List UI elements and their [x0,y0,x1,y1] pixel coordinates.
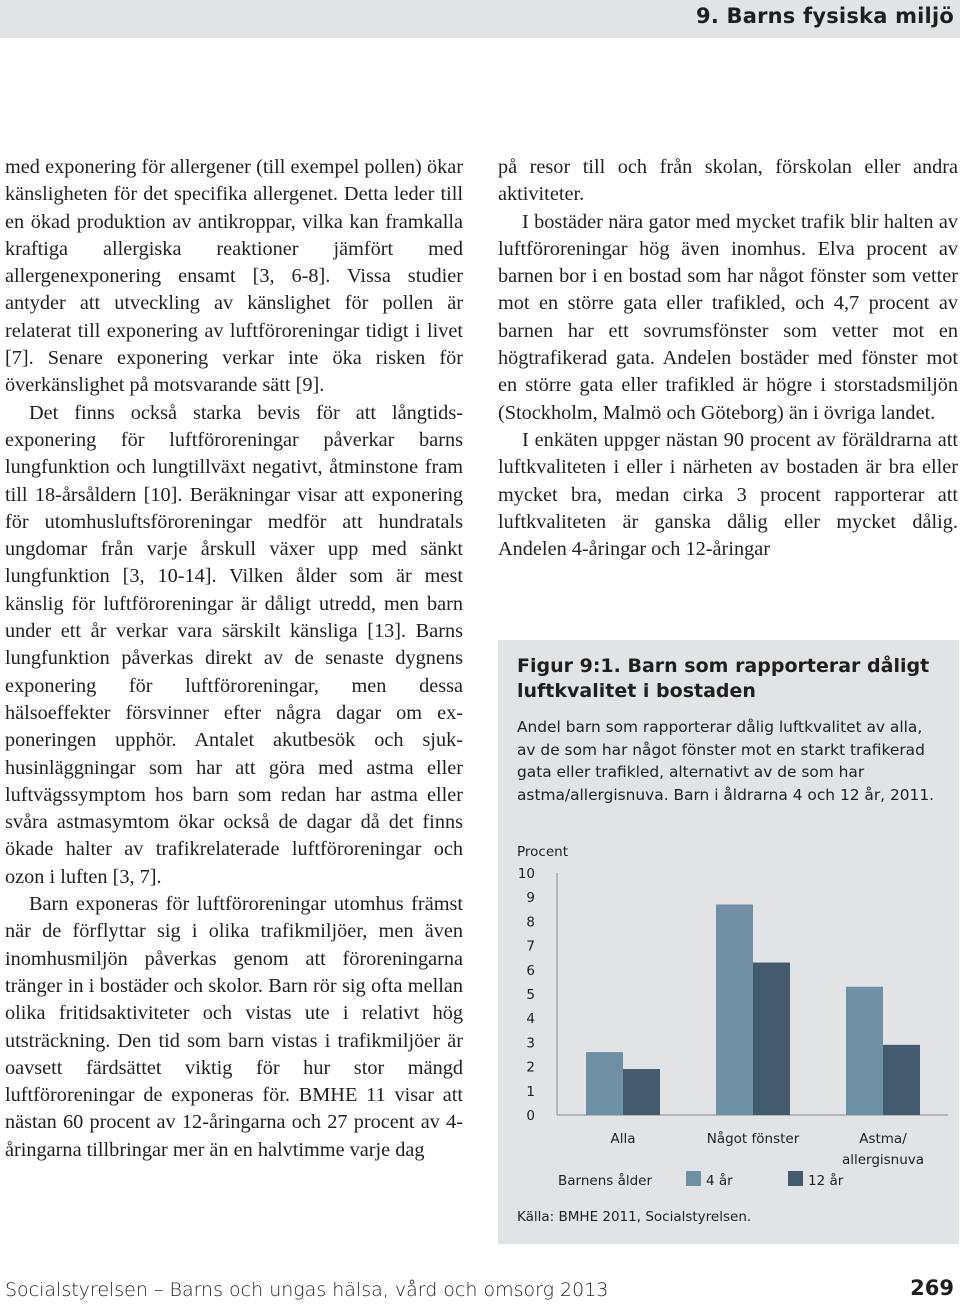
paragraph: Barn exponeras för luftföroreningar utomhus främst när de förflyttar sig i olika trafikmiljöer, men även inomhusmiljön påverkas genom att föroreningarna tränger in i bostäder och skolor. Barn rör sig ofta mellan olika fritidsaktiviteter och vistas ute i relativt hög utsträckning. Den tid som barn vistas i trafikmiljöer är oavsett färdsättet viktig för hur stor mängd luftföroreningar de exponeras för. BMHE 11 visar att nästan 60 procent av 12-åringarna och 27 procent av 4-åringarna tillbringar mer än en halvtimme varje dag [5,893,463,1161]
page-number: 269 [910,1276,954,1300]
y-axis-label: Procent [517,844,568,860]
legend-label: 12 år [808,1173,844,1189]
left-text-column [5,154,463,1164]
y-tick-label: 4 [526,1011,535,1028]
bar-4-år [586,1052,623,1115]
y-tick-label: 10 [517,866,535,882]
bar-12-år [883,1045,920,1115]
bar-12-år [753,963,790,1115]
paragraph: Det finns också starka bevis för att långtidsexponering för luftföroreningar påverkar barns lungfunktion och lungtillväxt negativt, åtminstone fram till 18-årsåldern [10]. Beräkningar visar att exponering för utomhusluftsföroreningar medför att hundratals ungdomar från varje årskull växer upp med sänkt lungfunktion [3, 10-14]. Vilken ålder som är mest känslig för luftföroreningar är dåligt utredd, men barn under ett år verkar vara särskilt känsliga [13]. Barns lungfunktion påverkas direkt av de senaste dygnens exponering för luftföroreningar, men dessa hälsoeffekter försvinner efter några dagar om exponeringen upphör. Antalet akutbesök och sjukhusinläggningar som har att göra med astma eller luftvägssymptom hos barn som redan har astma eller svåra astmasymtom ökar också de dagar då det finns ökade halter av trafikrelaterade luftföroreningar och ozon i luften [3, 7]. [5,401,463,888]
y-tick-label: 7 [526,938,535,955]
y-tick-label: 3 [526,1035,535,1052]
x-tick-label: Något fönster [706,1131,800,1147]
x-tick-label: allergisnuva [841,1152,925,1168]
y-tick-label: 9 [526,890,535,907]
paragraph: I enkäten uppger nästan 90 procent av föräldrarna att luftkvaliteten i eller i närheten av bostaden är bra eller mycket bra, medan cirka 3 procent rapporterar att luftkvaliteten är ganska dålig eller mycket dålig. Andelen 4-åringar och 12-åringar [498,428,958,561]
bar-4-år [716,904,753,1115]
footer-publication: Socialstyrelsen – Barns och ungas hälsa, vård och omsorg 2013 [5,1279,609,1301]
legend-title: Barnens ålder [558,1173,653,1189]
y-tick-label: 5 [526,987,535,1003]
y-tick-label: 6 [526,962,535,979]
bar-chart [498,640,959,1200]
chapter-title: 9. Barns fysiska miljö [696,4,954,28]
figure-source: Källa: BMHE 2011, Socialstyrelsen. [517,1209,752,1225]
y-tick-label: 1 [526,1083,535,1100]
header-band [0,0,960,38]
y-tick-label: 8 [526,914,535,931]
legend-label: 4 år [706,1173,733,1189]
paragraph: I bostäder nära gator med mycket trafik blir halten av luftföroreningar hög även inomhus. Elva procent av barnen bor i en bostad som har något fönster som vetter mot en större gata eller trafikled, och 4,7 procent av barnen har ett sovrumsfönster som vetter mot en högtrafikerad gata. Andelen bostäder med fönster mot en större gata eller trafikled är högre i storstadsmiljön (Stockholm, Malmö och Göteborg) än i övriga landet. [498,210,958,424]
figure-title: Figur 9:1. Barn som rapporterar dåligt luftkvalitet i bostaden [517,655,930,702]
legend-swatch [686,1171,701,1186]
paragraph: med exponering för allergener (till exempel pollen) ökar känsligheten för det specifika allergenet. Detta leder till en ökad produktion av antikroppar, vilka kan framkalla kraftiga allergiska reaktioner jämfört med allergenexponering ensamt [3, 6-8]. Vissa studier antyder att utveckling av känslighet för pollen är relaterat till exponering av luftföroreningar tidigt i livet [7]. Senare exponering verkar inte öka risken för överkänslighet på motsvarande sätt [9]. [5,156,463,397]
bar-4-år [846,987,883,1115]
bar-12-år [623,1069,660,1115]
right-text-column [498,154,958,563]
x-tick-label: Alla [610,1131,636,1147]
paragraph: på resor till och från skolan, förskolan eller andra aktiviteter. [498,156,958,206]
x-tick-label: Astma/ [859,1131,907,1147]
y-tick-label: 0 [526,1108,535,1124]
figure-description: Andel barn som rapporterar dålig luftkvalitet av alla, av de som har något fönster mot en starkt trafikerad gata eller trafikled, alternativt av de som har astma/allergisnuva. Barn i åldrarna 4 och 12 år, 2011. [517,718,935,804]
figure-box [498,640,959,1244]
y-tick-label: 2 [526,1059,535,1076]
legend-swatch [788,1171,803,1186]
